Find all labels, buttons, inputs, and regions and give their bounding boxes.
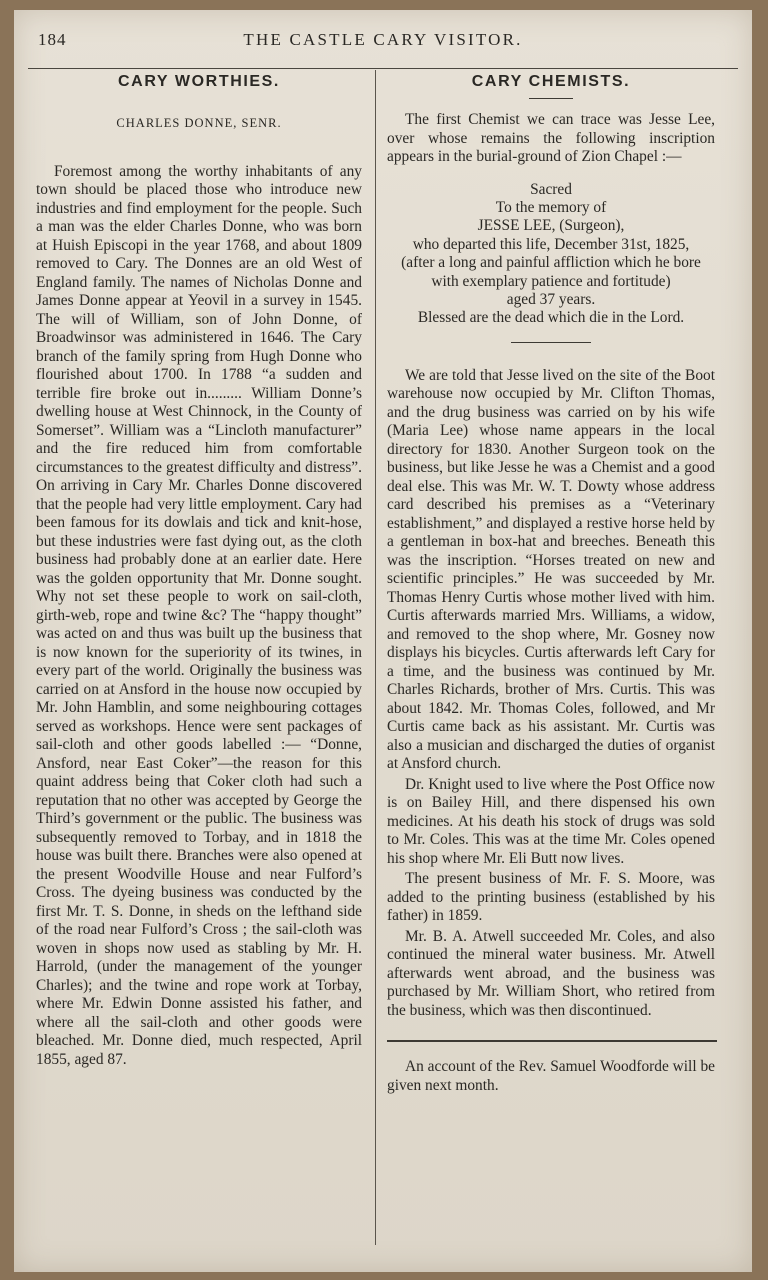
body-paragraph: Mr. B. A. Atwell succeeded Mr. Coles, and also continued the mineral water business. Mr. Atwell afterwards went abroad, and the business was purchased by Mr. William Short, who retired from the business, which was then discontinued. bbox=[387, 927, 715, 1019]
right-column bbox=[387, 72, 715, 1095]
section-title-cary-chemists: CARY CHEMISTS. bbox=[471, 73, 631, 90]
body-paragraph: We are told that Jesse lived on the site of the Boot warehouse now occupied by Mr. Clifton Thomas, and the drug business was carried on by his wife (Maria Lee) whose name appears in the local directory for 1830. Another Surgeon took on the business, but like Jesse he was a Chemist and a good deal else. This was Mr. W. T. Dowty whose address card described his premises as a “Veterinary establishment,” and displayed a restive horse held by a gentleman in box-hat and breeches. Beneath this was the inscription. “Horses treated on new and scientific principles.” He was succeeded by Mr. Thomas Henry Curtis whose mother lived with him. Curtis afterwards married Mrs. Williams, a widow, and removed to the shop where, Mr. Gosney now displays his bicycles. Curtis afterwards left Cary for a time, and the business was continued by Mr. Charles Richards, brother of Mrs. Curtis. This was about 1842. Mr. Thomas Coles, followed, and Mr Curtis came back as his assistant. Mr. Curtis was also a musician and discharged the duties of organist at Ansford church. bbox=[387, 366, 715, 773]
section-title-cary-worthies: CARY WORTHIES. bbox=[118, 73, 280, 90]
inscription-line: (after a long and painful affliction which he bore with exemplary patience and fortitude) bbox=[401, 254, 701, 290]
closing-note: An account of the Rev. Samuel Woodforde will be given next month. bbox=[387, 1058, 715, 1094]
journal-title: THE CASTLE CARY VISITOR. bbox=[243, 30, 523, 49]
header-rule bbox=[28, 68, 738, 69]
section-rule bbox=[511, 342, 591, 343]
column-divider bbox=[375, 70, 376, 1245]
inscription-line: JESSE LEE, (Surgeon), bbox=[477, 217, 625, 235]
article-body: Foremost among the worthy inhabitants of any town should be placed those who introduce new industries and find employment for the people. Such a man was the elder Charles Donne, who was born at Huish Episcopi in the year 1768, and about 1809 removed to Cary. The Donnes are an old West of England family. The names of Nicholas Donne and James Donne appear at Yeovil in a survey in 1545. The will of William, son of John Donne, of Broadwinsor was administered in 1646. The Cary branch of the family spring from Hugh Donne who flourished about 1700. In 1788 “a sudden and terrible fire broke out in......... William Donne’s dwelling house at West Chinnock, in the County of Somerset”. William was a “Lincloth manufacturer” and the fire reduced him from comfortable circumstances to the greatest difficulty and distress”. On arriving in Cary Mr. Charles Donne discovered that the people had very little employment. Cary had been famous for its dowlais and tick and knit-hose, but these industries were fast dying out, as the cloth business had probably done at an earlier date. Here was the golden opportunity that Mr. Donne sought. Why not set these people to work on sail-cloth, girth-web, rope and twine &c? The “happy thought” was acted on and thus was built up the business that is now known for the superiority of its twines, in every part of the world. Originally the business was carried on at Ansford in the house now occupied by Mr. John Hamblin, and some neighbouring cottages served as workshops. Hence were sent packages of sail-cloth and other goods labelled :— “Donne, Ansford, near East Coker”—the reason for this quaint address being that Coker cloth had such a reputation that no other was accepted by George the Third’s government or the public. The business was subsequently removed to Torbay, and in 1818 the house was built there. Branches were also opened at the present Woodville House and near Fulford’s Cross. The dyeing business was conducted by the first Mr. T. S. Donne, in sheds on the lefthand side of the road near Fulford’s Cross ; the sail-cloth was woven in shops now used as stabling by Mr. H. Harrold, (under the management of the younger Charles); and the twine and rope work at Torbay, where Mr. Edwin Donne assisted his father, and where all the sail-cloth and other goods were bleached. Mr. Donne died, much respected, April 1855, aged 87. bbox=[36, 162, 362, 1068]
title-rule bbox=[529, 98, 573, 99]
article-subtitle: CHARLES DONNE, SENR. bbox=[116, 116, 282, 130]
page-header bbox=[14, 30, 752, 60]
inscription-line: To the memory of bbox=[495, 198, 607, 216]
end-rule bbox=[387, 1040, 717, 1042]
inscription-line: who departed this life, December 31st, 1825, bbox=[412, 235, 690, 253]
inscription-line: Blessed are the dead which die in the Lord. bbox=[417, 309, 685, 327]
inscription-line: Sacred bbox=[530, 180, 572, 198]
left-column bbox=[36, 72, 362, 1069]
intro-paragraph: The first Chemist we can trace was Jesse Lee, over whose remains the following inscription appears in the burial-ground of Zion Chapel :— bbox=[387, 111, 715, 165]
magazine-page bbox=[14, 10, 752, 1272]
page-number: 184 bbox=[38, 30, 67, 49]
inscription-line: aged 37 years. bbox=[506, 290, 596, 308]
epitaph-inscription bbox=[387, 181, 715, 328]
body-paragraph: Dr. Knight used to live where the Post Office now is on Bailey Hill, and there dispensed his own medicines. At his death his stock of drugs was sold to Mr. Coles. This was at the time Mr. Coles opened his shop where Mr. Eli Butt now lives. bbox=[387, 775, 715, 867]
body-paragraph: The present business of Mr. F. S. Moore, was added to the printing business (established by his father) in 1859. bbox=[387, 870, 715, 925]
